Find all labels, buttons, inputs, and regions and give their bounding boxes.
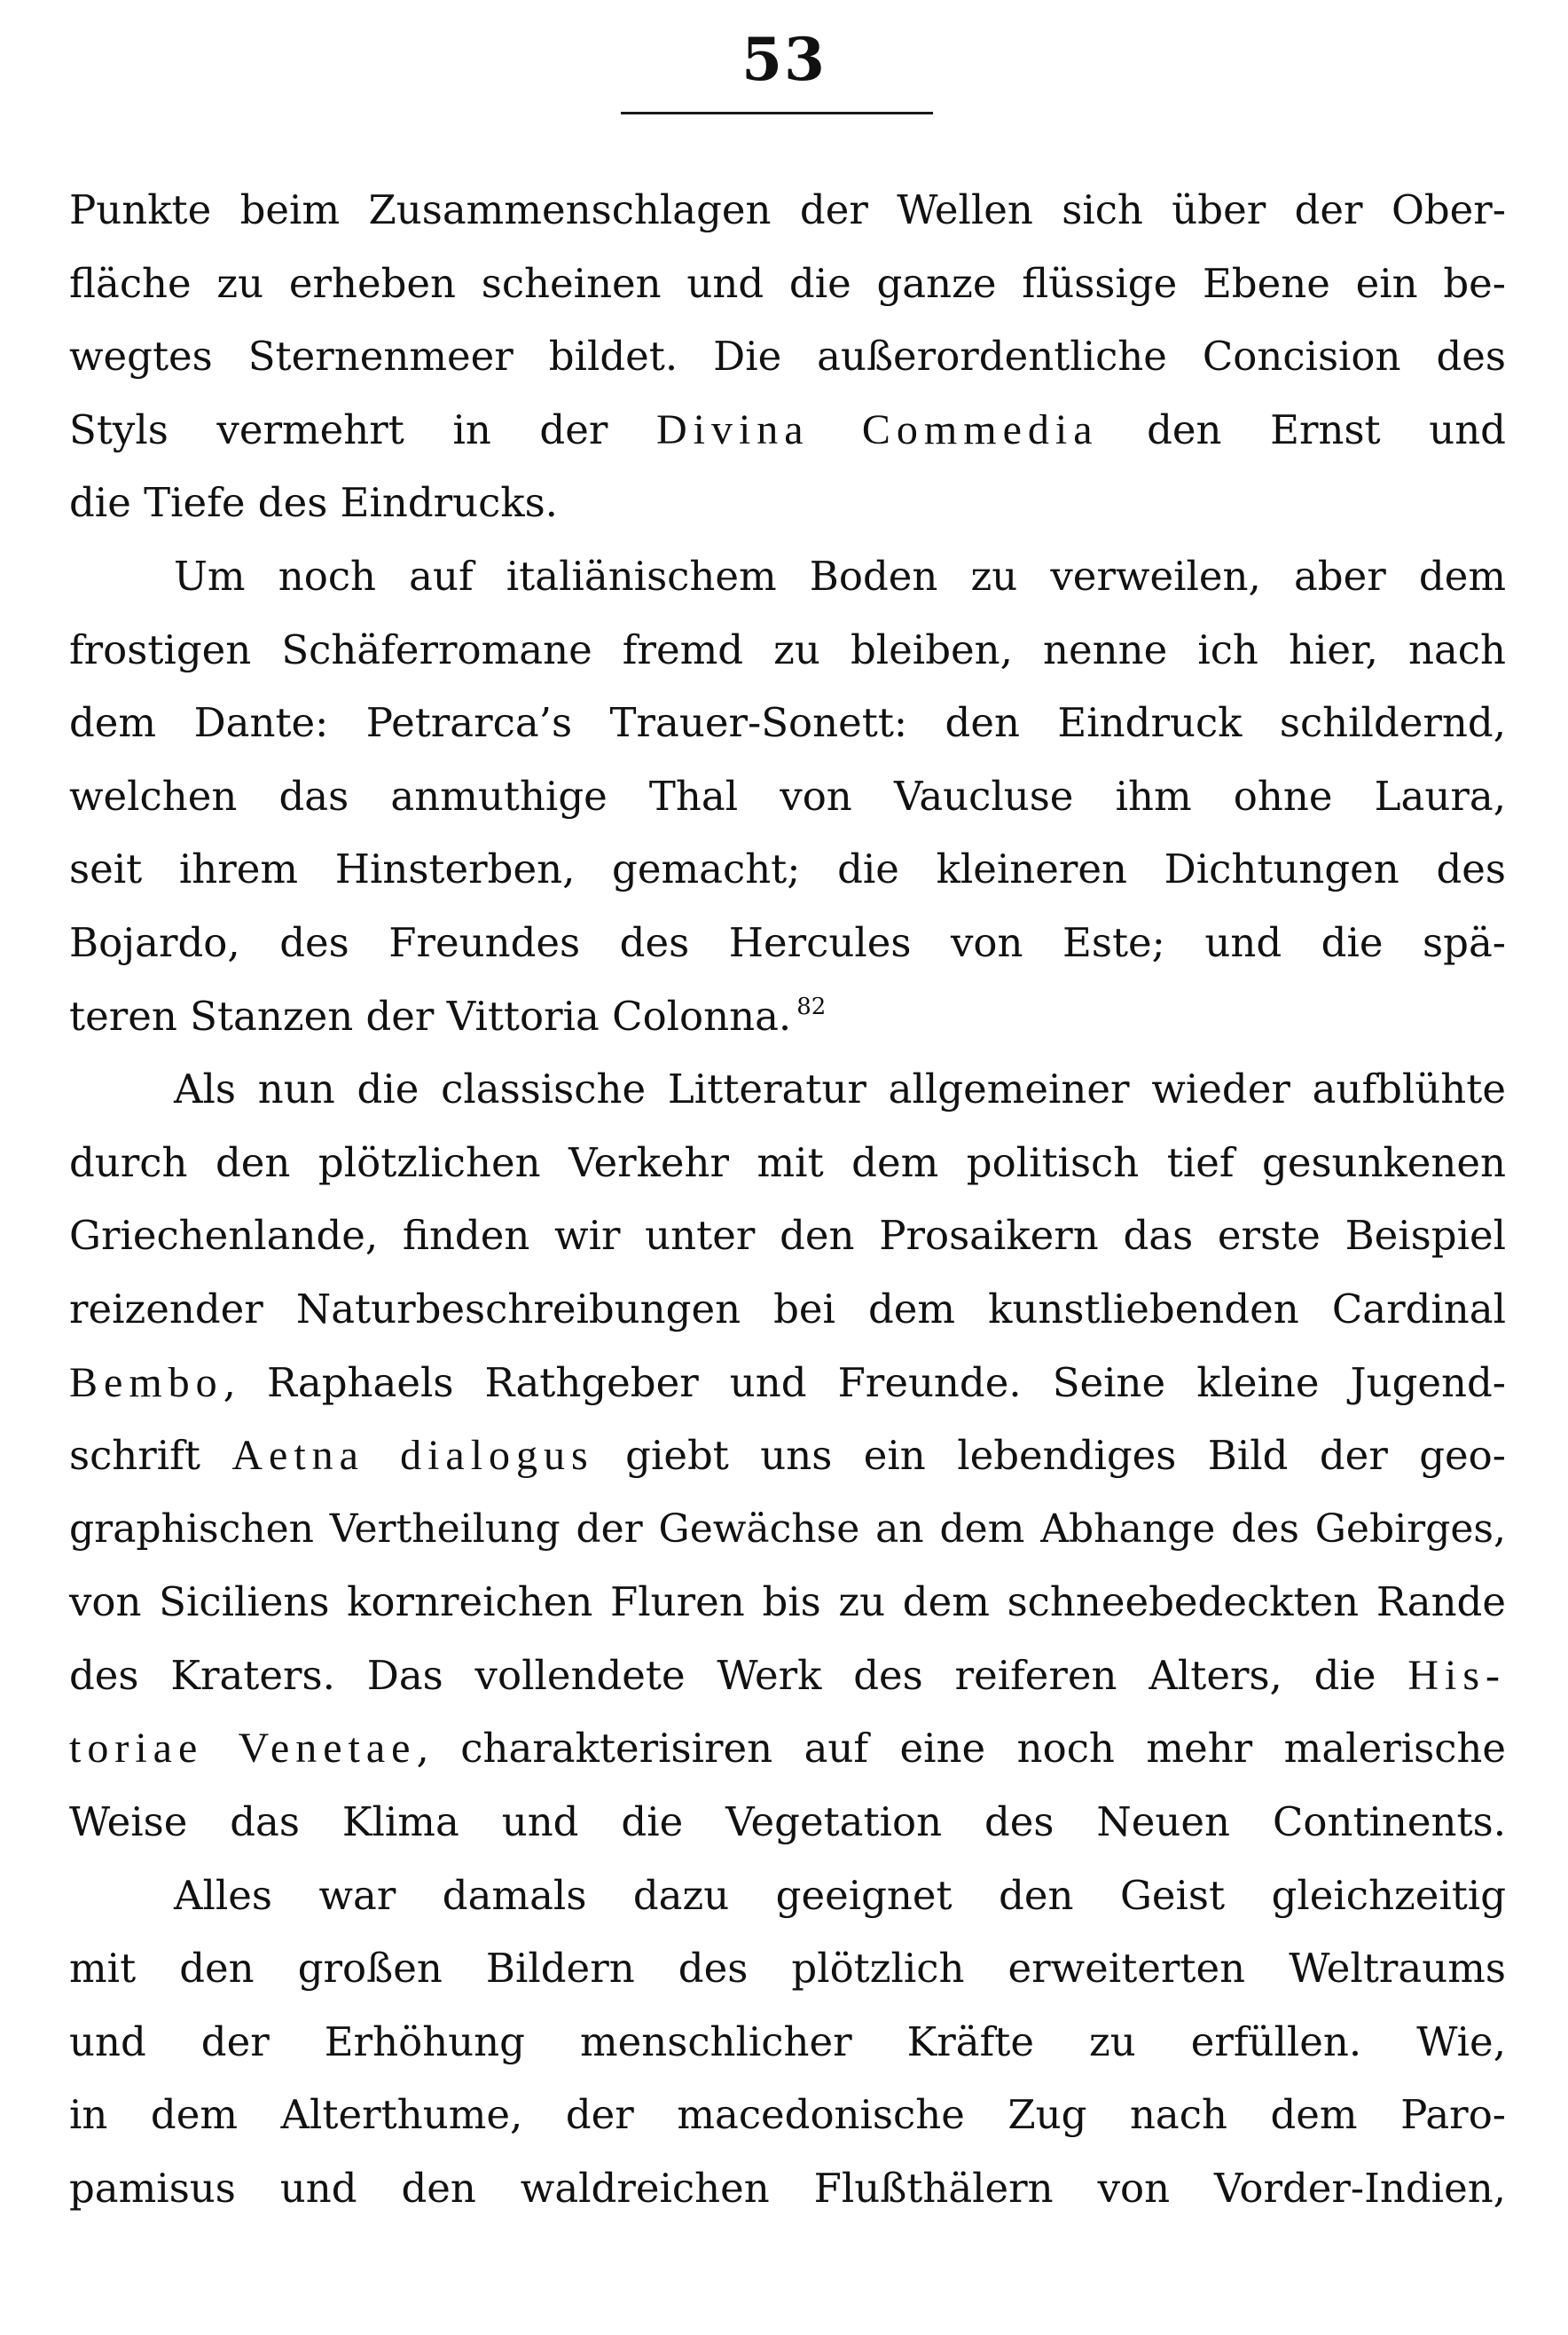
spaced-title: Divina Commedia bbox=[655, 405, 1099, 453]
spaced-title: toriae Venetae bbox=[69, 1725, 417, 1773]
text-line bbox=[69, 1493, 1506, 1567]
text-run: , Raphaels Rathgeber und Freunde. Seine kleine Jugend- bbox=[223, 1358, 1506, 1406]
text-line bbox=[69, 394, 1506, 468]
text-run: Bojardo, des Freundes des Hercules von Este; und die spä- bbox=[69, 918, 1506, 966]
text-run: welchen das anmuthige Thal von Vaucluse ihm ohne Laura, bbox=[69, 772, 1506, 820]
text-line bbox=[69, 248, 1506, 321]
text-run: schrift bbox=[69, 1432, 232, 1480]
text-line bbox=[69, 833, 1506, 907]
text-run: Griechenlande, finden wir unter den Prosaikern das erste Beispiel bbox=[69, 1212, 1506, 1260]
text-run: den Ernst und bbox=[1098, 405, 1506, 453]
text-line bbox=[69, 1347, 1506, 1420]
spaced-title: Bembo bbox=[69, 1358, 223, 1406]
text-line bbox=[69, 1566, 1506, 1639]
body-text bbox=[69, 174, 1506, 2226]
text-run: in dem Alterthume, der macedonische Zug nach dem Paro- bbox=[69, 2091, 1506, 2139]
text-line bbox=[69, 1712, 1506, 1786]
text-line bbox=[69, 907, 1506, 980]
text-line bbox=[69, 320, 1506, 394]
text-run: dem Dante: Petrarca’s Trauer-Sonett: den Eindruck schildernd, bbox=[69, 699, 1506, 747]
text-line bbox=[69, 1419, 1506, 1493]
text-run: von Siciliens kornreichen Fluren bis zu dem schneebedeckten Rande bbox=[69, 1578, 1506, 1626]
text-line bbox=[69, 614, 1506, 688]
text-run: Styls vermehrt in der bbox=[69, 405, 656, 453]
text-run: Als nun die classische Litteratur allgemeiner wieder aufblühte bbox=[174, 1065, 1506, 1113]
text-line bbox=[69, 1127, 1506, 1200]
text-run: des Kraters. Das vollendete Werk des reiferen Alters, die bbox=[69, 1651, 1408, 1699]
text-line bbox=[69, 2152, 1506, 2226]
text-line bbox=[69, 174, 1506, 248]
text-run: mit den großen Bildern des plötzlich erweiterten Weltraums bbox=[69, 1945, 1506, 1993]
text-run: seit ihrem Hinsterben, gemacht; die kleineren Dichtungen des bbox=[69, 845, 1506, 893]
text-line bbox=[69, 1639, 1506, 1713]
spaced-title: His- bbox=[1407, 1651, 1506, 1699]
text-line bbox=[69, 2006, 1506, 2079]
footnote-marker: 82 bbox=[796, 993, 827, 1020]
text-run: fläche zu erheben scheinen und die ganze flüssige Ebene ein be- bbox=[69, 259, 1506, 307]
text-line bbox=[69, 760, 1506, 834]
text-run: durch den plötzlichen Verkehr mit dem politisch tief gesunkenen bbox=[69, 1138, 1506, 1186]
text-line bbox=[69, 1932, 1506, 2006]
text-run: , charakterisiren auf eine noch mehr malerische bbox=[416, 1725, 1507, 1773]
text-line bbox=[69, 1199, 1506, 1273]
text-line bbox=[69, 1859, 1506, 1933]
text-line bbox=[69, 687, 1506, 760]
page-number: 53 bbox=[741, 25, 827, 94]
text-run: pamisus und den waldreichen Flußthälern von Vorder-Indien, bbox=[69, 2165, 1506, 2213]
text-line bbox=[69, 467, 1506, 540]
text-run: Um noch auf italiänischem Boden zu verweilen, aber dem bbox=[174, 552, 1506, 600]
text-run: reizender Naturbeschreibungen bei dem kunstliebenden Cardinal bbox=[69, 1285, 1506, 1333]
text-run: Alles war damals dazu geeignet den Geist gleichzeitig bbox=[174, 1871, 1506, 1919]
text-line bbox=[69, 540, 1506, 614]
text-line bbox=[69, 1786, 1506, 1859]
text-run: Punkte beim Zusammenschlagen der Wellen sich über der Ober- bbox=[69, 186, 1506, 233]
text-run: frostigen Schäferromane fremd zu bleiben, nenne ich hier, nach bbox=[69, 625, 1506, 673]
text-run: und der Erhöhung menschlicher Kräfte zu erfüllen. Wie, bbox=[69, 2017, 1506, 2065]
text-run: wegtes Sternenmeer bildet. Die außerordentliche Concision des bbox=[69, 333, 1506, 381]
text-line bbox=[69, 2079, 1506, 2152]
text-run: graphischen Vertheilung der Gewächse an dem Abhange des Gebirges, bbox=[69, 1506, 1506, 1552]
text-line bbox=[69, 980, 1506, 1054]
text-run: teren Stanzen der Vittoria Colonna. bbox=[69, 992, 792, 1040]
text-line bbox=[69, 1053, 1506, 1127]
text-run: die Tiefe des Eindrucks. bbox=[69, 479, 558, 527]
spaced-title: Aetna dialogus bbox=[231, 1432, 594, 1480]
text-run: Weise das Klima und die Vegetation des Neuen Continents. bbox=[69, 1798, 1506, 1846]
text-run: giebt uns ein lebendiges Bild der geo- bbox=[593, 1432, 1506, 1480]
text-line bbox=[69, 1273, 1506, 1347]
header-rule bbox=[621, 112, 933, 114]
